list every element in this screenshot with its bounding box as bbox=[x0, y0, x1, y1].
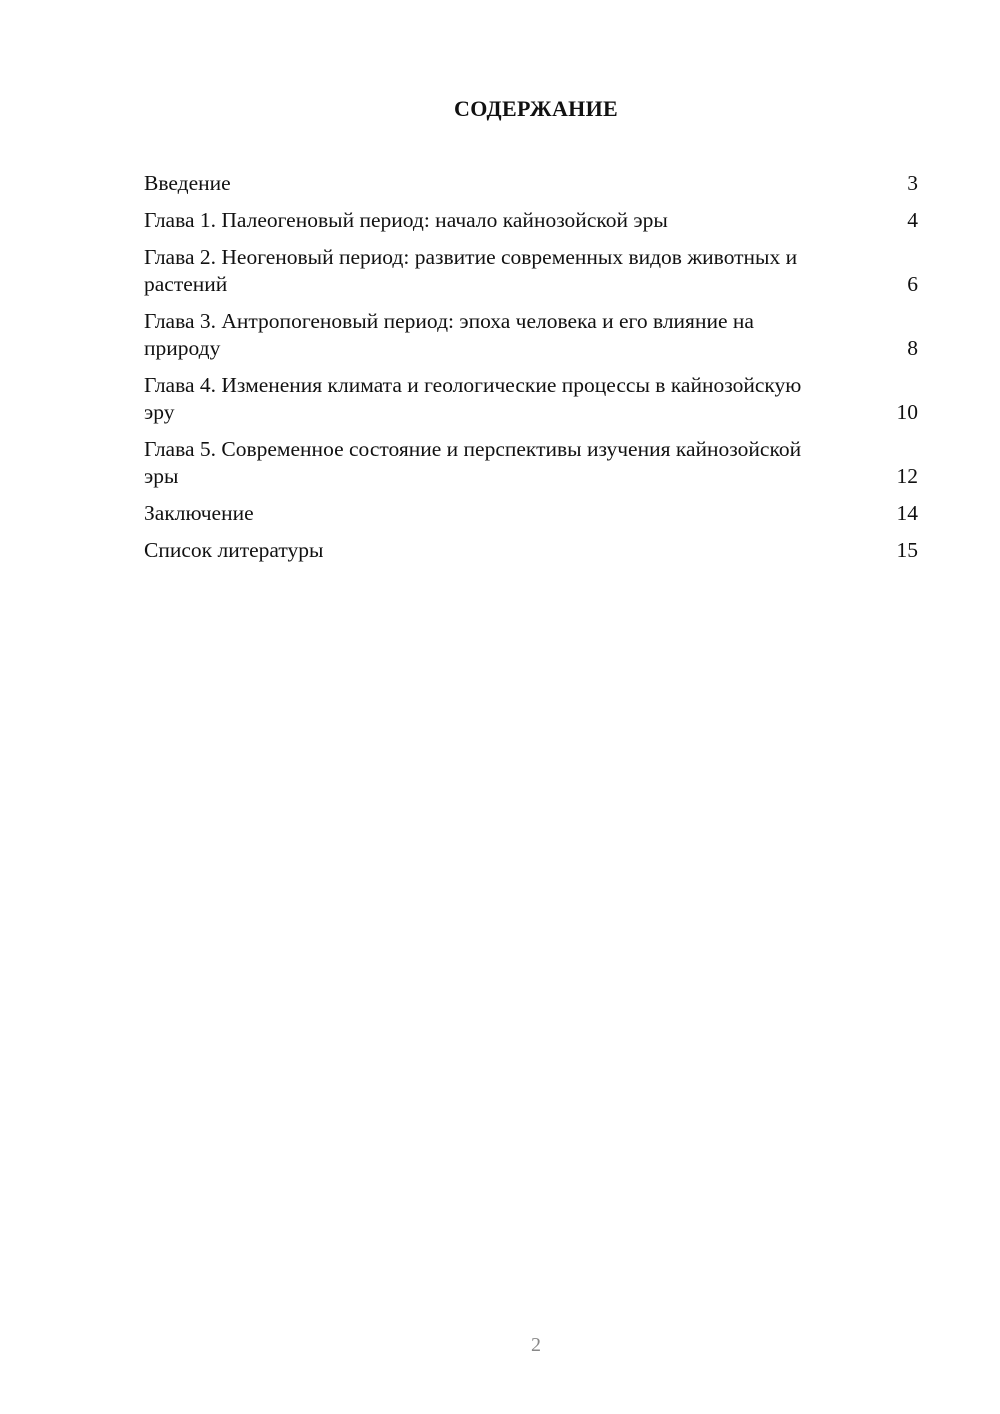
toc-entry-title: Заключение bbox=[144, 501, 254, 525]
toc-entry-title: Глава 4. Изменения климата и геологические процессы в кайнозойскую эру bbox=[144, 373, 802, 424]
page-title: СОДЕРЖАНИЕ bbox=[454, 96, 618, 121]
table-of-contents bbox=[144, 170, 918, 574]
toc-entry-chapter-4[interactable] bbox=[144, 372, 918, 426]
toc-entry-title: Глава 2. Неогеновый период: развитие современных видов животных и растений bbox=[144, 245, 798, 296]
toc-entry-references[interactable] bbox=[144, 537, 918, 564]
page-number: 2 bbox=[531, 1334, 541, 1356]
toc-entry-conclusion[interactable] bbox=[144, 500, 918, 527]
toc-entry-page: 10 bbox=[896, 400, 918, 424]
toc-entry-page: 3 bbox=[907, 171, 918, 195]
toc-entry-page: 8 bbox=[907, 336, 918, 360]
toc-entry-page: 12 bbox=[896, 464, 918, 488]
toc-entry-page: 15 bbox=[896, 538, 918, 562]
toc-entry-title: Список литературы bbox=[144, 538, 324, 562]
toc-entry-page: 4 bbox=[907, 208, 918, 232]
toc-entry-title: Глава 1. Палеогеновый период: начало кайнозойской эры bbox=[144, 208, 668, 232]
toc-entry-introduction[interactable] bbox=[144, 170, 918, 197]
toc-entry-title: Глава 5. Современное состояние и перспективы изучения кайнозойской эры bbox=[144, 437, 802, 488]
toc-entry-title: Введение bbox=[144, 171, 231, 195]
toc-entry-page: 6 bbox=[907, 272, 918, 296]
toc-entry-chapter-2[interactable] bbox=[144, 244, 918, 298]
toc-entry-title: Глава 3. Антропогеновый период: эпоха человека и его влияние на природу bbox=[144, 309, 754, 360]
toc-entry-chapter-5[interactable] bbox=[144, 436, 918, 490]
toc-entry-chapter-3[interactable] bbox=[144, 308, 918, 362]
toc-entry-page: 14 bbox=[896, 501, 918, 525]
toc-entry-chapter-1[interactable] bbox=[144, 207, 918, 234]
